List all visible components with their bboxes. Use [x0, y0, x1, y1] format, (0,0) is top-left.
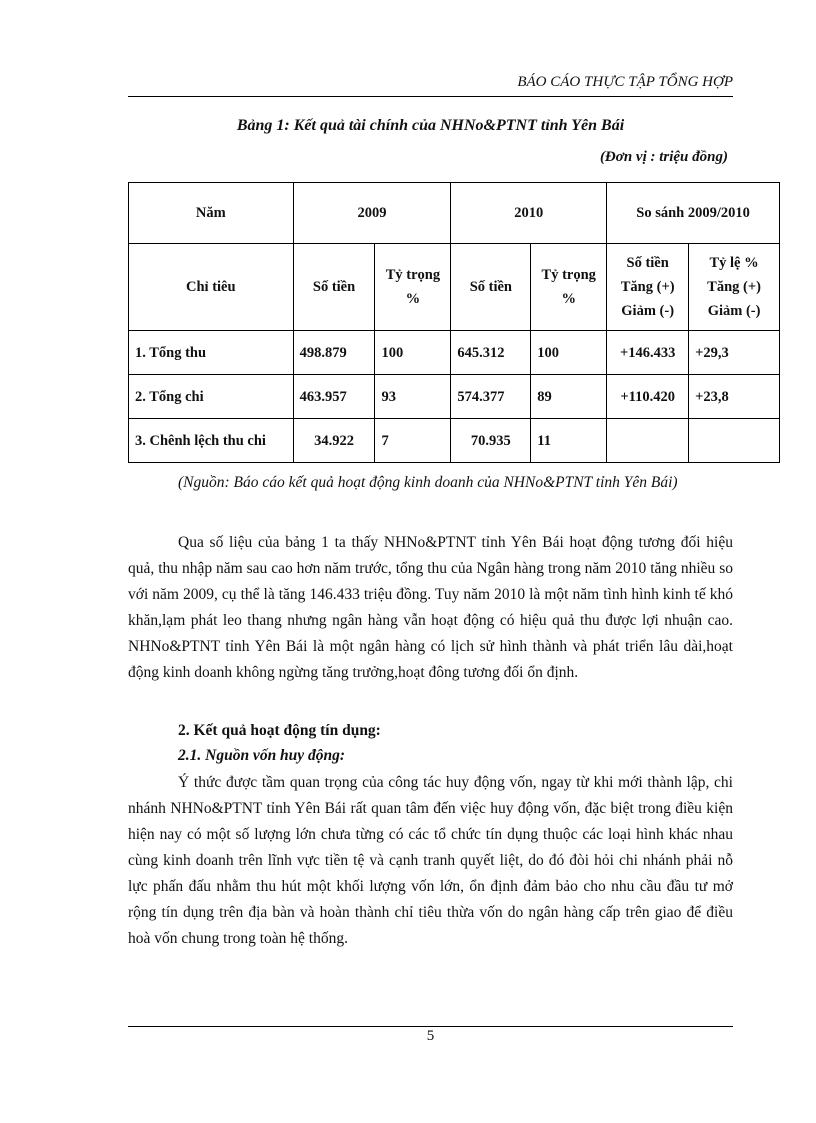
- cell: 463.957: [293, 375, 375, 419]
- cell: 93: [375, 375, 451, 419]
- cell: 574.377: [451, 375, 531, 419]
- page-number: 5: [426, 1028, 435, 1044]
- cell: +146.433: [607, 331, 689, 375]
- subsection-heading-capital: 2.1. Nguồn vốn huy động:: [178, 747, 346, 764]
- amount-2009-header: Số tiền: [293, 244, 375, 331]
- running-header: BÁO CÁO THỰC TẬP TỔNG HỢP: [517, 74, 733, 90]
- year-header: Năm: [129, 183, 294, 244]
- cell: +23,8: [689, 375, 780, 419]
- cell: 70.935: [451, 419, 531, 463]
- indicator-header: Chỉ tiêu: [129, 244, 294, 331]
- share-2009-header: Tỷ trọng %: [375, 244, 451, 331]
- share-2010-header: Tỷ trọng %: [531, 244, 607, 331]
- table-unit: (Đơn vị : triệu đồng): [599, 149, 728, 165]
- cell: 34.922: [293, 419, 375, 463]
- table-row: [129, 375, 780, 419]
- footer-rule: [128, 1026, 733, 1027]
- cell: +110.420: [607, 375, 689, 419]
- row-label: 2. Tổng chi: [129, 375, 294, 419]
- row-label: 1. Tổng thu: [129, 331, 294, 375]
- cell: 645.312: [451, 331, 531, 375]
- year-2010-header: 2010: [451, 183, 607, 244]
- cell: 498.879: [293, 331, 375, 375]
- table-source-note: (Nguồn: Báo cáo kết quả hoạt động kinh doanh của NHNo&PTNT tỉnh Yên Bái): [178, 474, 678, 491]
- compare-header: So sánh 2009/2010: [607, 183, 780, 244]
- cell: 7: [375, 419, 451, 463]
- row-label: 3. Chênh lệch thu chi: [129, 419, 294, 463]
- cell: [689, 419, 780, 463]
- cell: 89: [531, 375, 607, 419]
- diff-pct-header: Tỷ lệ % Tăng (+) Giảm (-): [689, 244, 780, 331]
- table-row: [129, 331, 780, 375]
- amount-2010-header: Số tiền: [451, 244, 531, 331]
- year-2009-header: 2009: [293, 183, 451, 244]
- header-rule: [128, 96, 733, 97]
- cell: +29,3: [689, 331, 780, 375]
- financial-results-table: [128, 182, 780, 463]
- table-title: Bảng 1: Kết quả tài chính của NHNo&PTNT tỉnh Yên Bái: [236, 117, 625, 134]
- cell: 100: [375, 331, 451, 375]
- paragraph-capital: Ý thức được tầm quan trọng của công tác huy động vốn, ngay từ khi mới thành lập, chi nhánh NHNo&PTNT tỉnh Yên Bái rất quan tâm đến việc huy động vốn, đặc biệt trong điều kiện hiện nay có một số lượng lớn chưa từng có các tổ chức tín dụng thuộc các loại hình khác nhau cùng kinh doanh trên lĩnh vực tiền tệ và cạnh tranh quyết liệt, do đó đòi hỏi chi nhánh phải nỗ lực phấn đấu nhằm thu hút một khối lượng vốn lớn, ổn định đảm bảo cho nhu cầu đầu tư mở rộng tín dụng trên địa bàn và hoàn thành chỉ tiêu thừa vốn do ngân hàng cấp trên giao để điều hoà vốn chung trong toàn hệ thống.: [128, 774, 733, 947]
- section-heading-credit: 2. Kết quả hoạt động tín dụng:: [178, 722, 381, 739]
- cell: 100: [531, 331, 607, 375]
- table-row: [129, 419, 780, 463]
- paragraph-analysis: Qua số liệu của bảng 1 ta thấy NHNo&PTNT tỉnh Yên Bái hoạt động tương đối hiệu quả, thu nhập năm sau cao hơn năm trước, tổng thu của Ngân hàng trong năm 2010 tăng nhiều so với năm 2009, cụ thể là tăng 146.433 triệu đồng. Tuy năm 2010 là một năm tình hình kinh tế khó khăn,lạm phát leo thang nhưng ngân hàng vẫn hoạt động có hiệu quả thu được lợi nhuận cao. NHNo&PTNT tỉnh Yên Bái là một ngân hàng có lịch sử hình thành và phát triển lâu dài,hoạt động kinh doanh không ngừng tăng trưởng,hoạt đông tương đối ổn định.: [128, 534, 733, 681]
- cell: [607, 419, 689, 463]
- diff-amount-header: Số tiền Tăng (+) Giảm (-): [607, 244, 689, 331]
- cell: 11: [531, 419, 607, 463]
